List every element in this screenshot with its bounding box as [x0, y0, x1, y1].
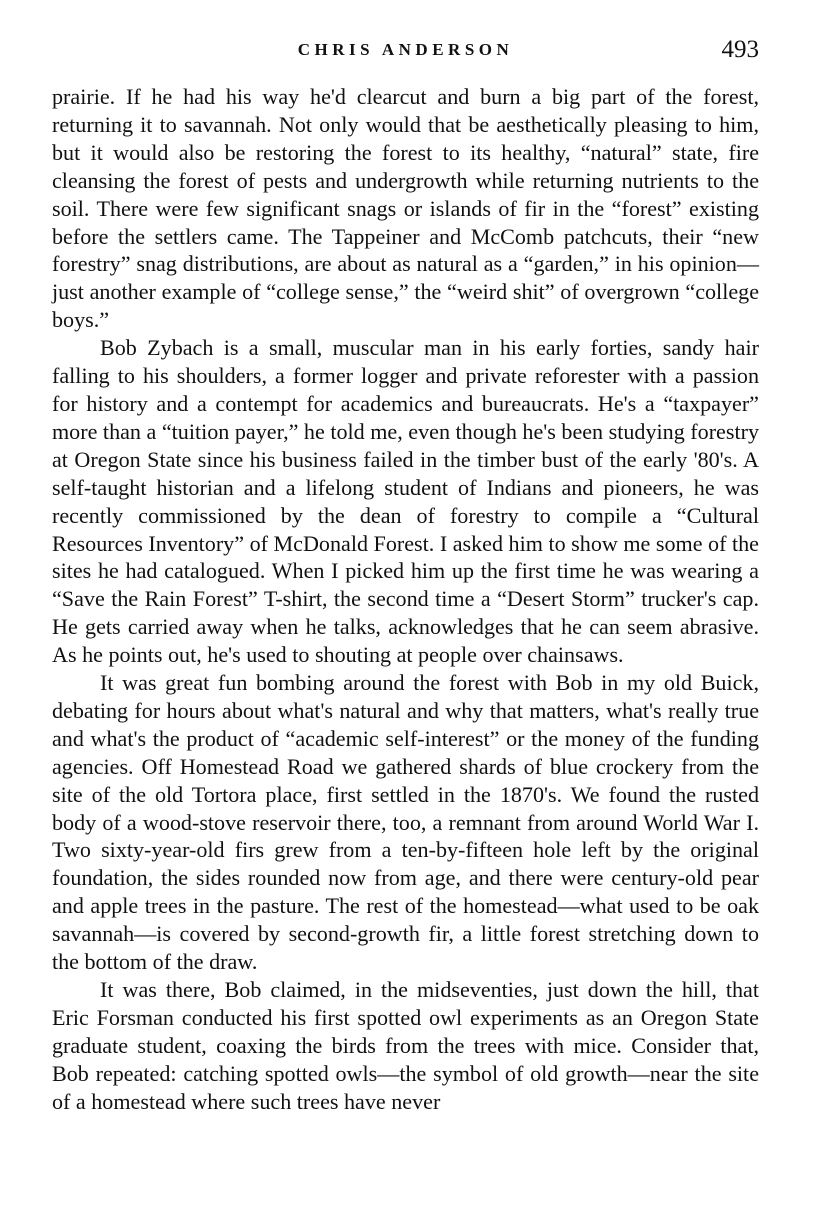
- paragraph: prairie. If he had his way he'd clearcut and burn a big part of the forest, returning it to savannah. Not only would that be aesthetically pleasing to him, but it would also be restoring the forest to its healthy, “natural” state, fire cleansing the forest of pests and undergrowth while returning nutrients to the soil. There were few significant snags or islands of fir in the “forest” existing before the settlers came. The Tappeiner and McComb patchcuts, their “new forestry” snag distributions, are about as natural as a “garden,” in his opinion—just another example of “college sense,” the “weird shit” of overgrown “college boys.”: [52, 84, 759, 333]
- running-head-author: CHRIS ANDERSON: [297, 40, 514, 59]
- paragraph: It was great fun bombing around the forest with Bob in my old Buick, debating for hours about what's natural and why that matters, what's really true and what's the product of “academic self-interest” or the money of the funding agencies. Off Homestead Road we gathered shards of blue crockery from the site of the old Tortora place, first settled in the 1870's. We found the rusted body of a wood-stove reservoir there, too, a remnant from around World War I. Two sixty-year-old firs grew from a ten-by-fifteen hole left by the original foundation, the sides rounded now from age, and there were century-old pear and apple trees in the pasture. The rest of the homestead—what used to be oak savannah—is covered by second-growth fir, a little forest stretching down to the bottom of the draw.: [52, 670, 759, 975]
- running-head: [52, 36, 759, 76]
- page-number: 493: [721, 36, 759, 63]
- paragraph: It was there, Bob claimed, in the midseventies, just down the hill, that Eric Forsman conducted his first spotted owl experiments as an Oregon State graduate student, coaxing the birds from the trees with mice. Consider that, Bob repeated: catching spotted owls—the symbol of old growth—near the site of a homestead where such trees have never: [52, 977, 759, 1114]
- body-text: [52, 83, 759, 1116]
- paragraph: Bob Zybach is a small, muscular man in his early forties, sandy hair falling to his shoulders, a former logger and private reforester with a passion for history and a contempt for academics and bureaucrats. He's a “taxpayer” more than a “tuition payer,” he told me, even though he's been studying forestry at Oregon State since his business failed in the timber bust of the early '80's. A self-taught historian and a lifelong student of Indians and pioneers, he was recently commissioned by the dean of forestry to compile a “Cultural Resources Inventory” of McDonald Forest. I asked him to show me some of the sites he had catalogued. When I picked him up the first time he was wearing a “Save the Rain Forest” T-shirt, the second time a “Desert Storm” trucker's cap. He gets carried away when he talks, acknowledges that he can seem abrasive. As he points out, he's used to shouting at people over chainsaws.: [52, 335, 759, 668]
